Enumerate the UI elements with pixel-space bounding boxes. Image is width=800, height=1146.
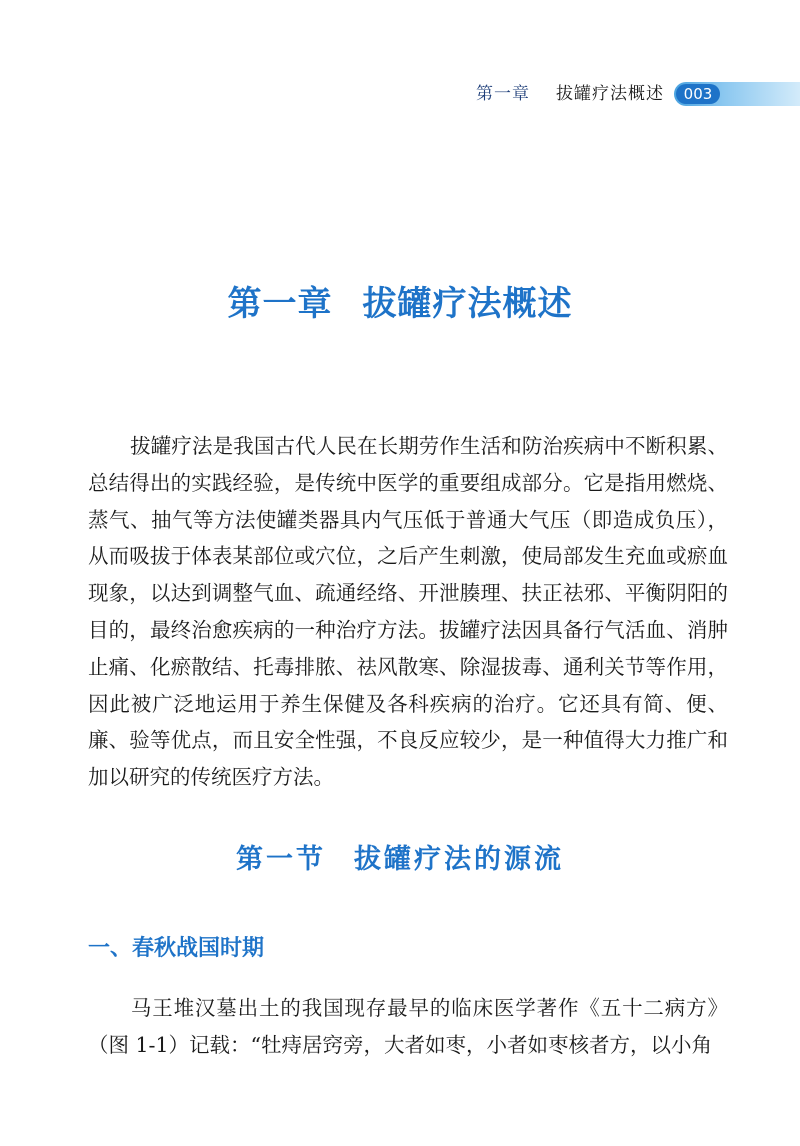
body-paragraph [88,990,728,1064]
chapter-title [0,280,800,328]
section-number: 第一节 [236,844,326,875]
section-name: 拔罐疗法的源流 [354,844,564,875]
intro-paragraph [88,428,728,796]
section-title [0,840,800,880]
page-number-badge: 003 [676,84,720,104]
chapter-name: 拔罐疗法概述 [362,284,573,324]
header-chapter-label: 第一章 [476,84,530,104]
chapter-number: 第一章 [227,284,333,324]
intro-paragraph-text: 拔罐疗法是我国古代人民在长期劳作生活和防治疾病中不断积累、总结得出的实践经验，是传统中医学的重要组成部分。它是指用燃烧、蒸气、抽气等方法使罐类器具内气压低于普通大气压（即造成负压），从而吸拔于体表某部位或穴位，之后产生刺激，使局部发生充血或瘀血现象，以达到调整气血、疏通经络、开泄腠理、扶正祛邪、平衡阴阳的目的，最终治愈疾病的一种治疗方法。拔罐疗法因具备行气活血、消肿止痛、化瘀散结、托毒排脓、祛风散寒、除湿拔毒、通利关节等作用，因此被广泛地运用于养生保健及各科疾病的治疗。它还具有简、便、廉、验等优点，而且安全性强，不良反应较少，是一种值得大力推广和加以研究的传统医疗方法。 [88,434,728,790]
running-header [0,82,800,106]
body-paragraph-text: 马王堆汉墓出土的我国现存最早的临床医学著作《五十二病方》（图 1-1）记载：“牡痔居窍旁，大者如枣，小者如枣核者方，以小角 [88,996,728,1057]
subsection-title: 一、春秋战国时期 [88,936,265,961]
header-chapter-name: 拔罐疗法概述 [556,84,664,104]
